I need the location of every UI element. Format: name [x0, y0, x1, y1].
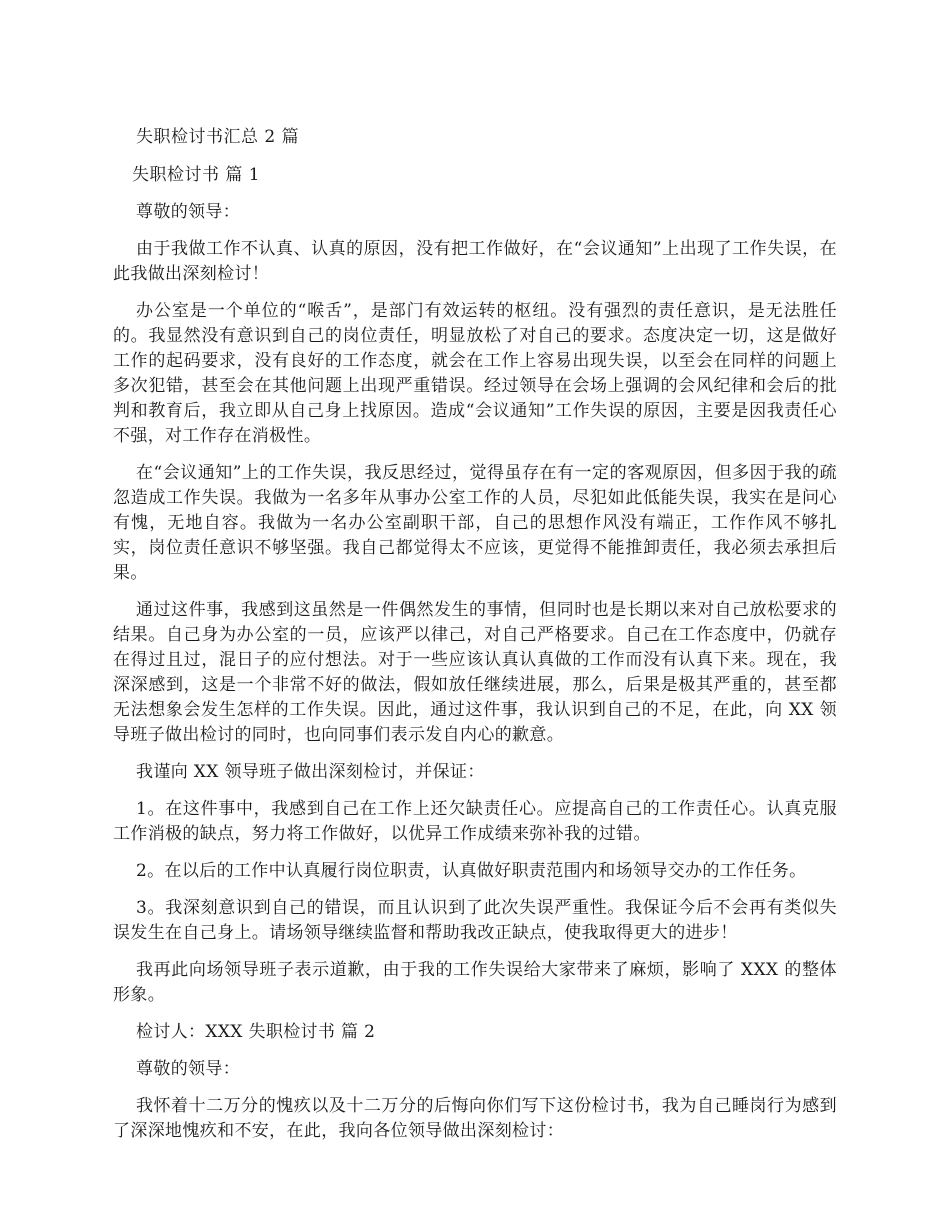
section-heading: 失职检讨书 篇 1 [132, 165, 261, 185]
paragraph: 我谨向 XX 领导班子做出深刻检讨，并保证： [136, 762, 485, 782]
salutation: 尊敬的领导： [136, 1059, 241, 1079]
list-item: 3。我深刻意识到自己的错误，而且认识到了此次失误严重性。我保证今后不会再有类似失误发生在自己身上。请场领导继续监督和帮助我改正缺点，使我取得更大的进步！ [113, 898, 837, 943]
salutation: 尊敬的领导： [136, 202, 241, 222]
document-title: 失职检讨书汇总 2 篇 [136, 127, 300, 147]
paragraph: 在“会议通知”上的工作失误，我反思经过，觉得虽存在有一定的客观原因，但多因于我的疏忽造成工作失误。我做为一名多年从事办公室工作的人员，尽犯如此低能失误，我实在是问心有愧，无地自容。我做为一名办公室副职干部，自己的思想作风没有端正，工作作风不够扎实，岗位责任意识不够坚强。我自己都觉得太不应该，更觉得不能推卸责任，我必须去承担后果。 [113, 463, 837, 583]
paragraph: 通过这件事，我感到这虽然是一件偶然发生的事情，但同时也是长期以来对自己放松要求的结果。自己身为办公室的一员，应该严以律己，对自己严格要求。自己在工作态度中，仍就存在得过且过，混日子的应付想法。对于一些应该认真认真做的工作而没有认真下来。现在，我深深感到，这是一个非常不好的做法，假如放任继续进展，那么，后果是极其严重的，甚至都无法想象会发生怎样的工作失误。因此，通过这件事，我认识到自己的不足，在此，向 XX 领导班子做出检讨的同时，也向同事们表示发自内心的歉意。 [113, 600, 837, 745]
signature-and-section-heading: 检讨人：XXX 失职检讨书 篇 2 [136, 1022, 376, 1042]
document-body [113, 124, 837, 1156]
paragraph: 我怀着十二万分的愧疚以及十二万分的后悔向你们写下这份检讨书，我为自己睡岗行为感到了深深地愧疚和不安，在此，我向各位领导做出深刻检讨： [113, 1096, 837, 1141]
list-item: 1。在这件事中，我感到自己在工作上还欠缺责任心。应提高自己的工作责任心。认真克服工作消极的缺点，努力将工作做好，以优异工作成绩来弥补我的过错。 [113, 799, 837, 844]
paragraph: 办公室是一个单位的“喉舌”，是部门有效运转的枢纽。没有强烈的责任意识，是无法胜任的。我显然没有意识到自己的岗位责任，明显放松了对自己的要求。态度决定一切，这是做好工作的起码要求，没有良好的工作态度，就会在工作上容易出现失误，以至会在同样的问题上多次犯错，甚至会在其他问题上出现严重错误。经过领导在会场上强调的会风纪律和会后的批判和教育后，我立即从自己身上找原因。造成“会议通知”工作失误的原因，主要是因我责任心不强，对工作存在消极性。 [113, 301, 837, 446]
list-item: 2。在以后的工作中认真履行岗位职责，认真做好职责范围内和场领导交办的工作任务。 [136, 861, 807, 881]
paragraph: 我再此向场领导班子表示道歉，由于我的工作失误给大家带来了麻烦，影响了 XXX 的整体形象。 [113, 960, 837, 1005]
paragraph: 由于我做工作不认真、认真的原因，没有把工作做好，在“会议通知”上出现了工作失误，在此我做出深刻检讨！ [113, 239, 837, 284]
